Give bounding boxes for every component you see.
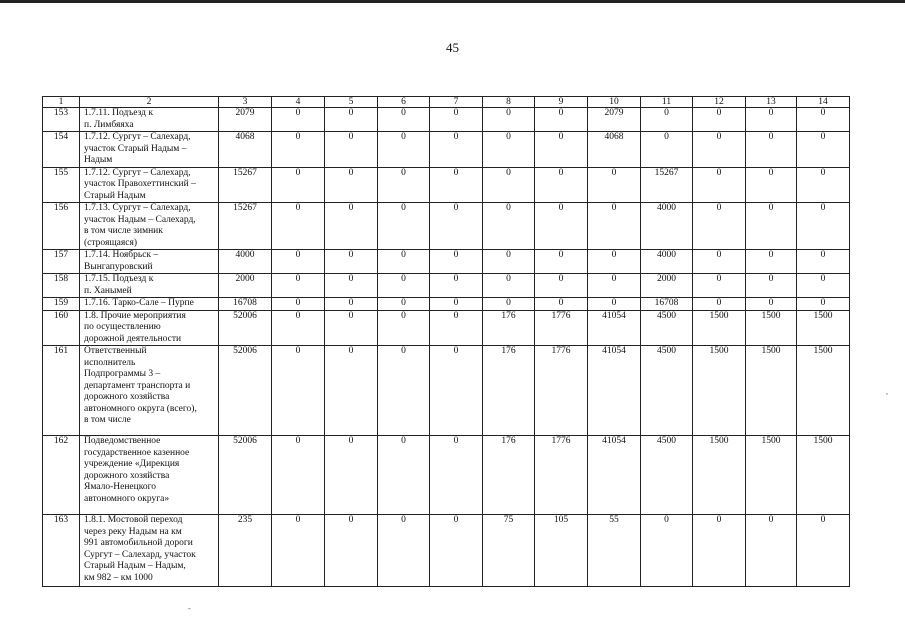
value-cell: 0: [378, 310, 430, 346]
row-number-cell: 153: [43, 108, 80, 132]
value-cell: 1776: [535, 310, 588, 346]
value-cell: 0: [378, 250, 430, 274]
column-header: 3: [219, 97, 272, 108]
description-cell: [80, 274, 219, 298]
row-number-cell: 163: [43, 515, 80, 587]
description-cell: [80, 250, 219, 274]
value-cell: 0: [746, 274, 797, 298]
table-row: [43, 132, 850, 168]
value-cell: 0: [693, 167, 746, 203]
value-cell: 0: [272, 310, 325, 346]
row-number-cell: 156: [43, 203, 80, 250]
value-cell: 0: [535, 298, 588, 311]
description-cell: [80, 132, 219, 168]
row-number-cell: 161: [43, 346, 80, 436]
value-cell: 0: [693, 298, 746, 311]
value-cell: 0: [693, 515, 746, 587]
value-cell: 0: [641, 132, 693, 168]
description-cell: [80, 436, 219, 515]
value-cell: 0: [588, 203, 641, 250]
column-header: 5: [325, 97, 378, 108]
value-cell: 0: [325, 310, 378, 346]
value-cell: 0: [272, 132, 325, 168]
value-cell: 0: [535, 167, 588, 203]
value-cell: 0: [272, 346, 325, 436]
value-cell: 0: [535, 274, 588, 298]
page-number: 45: [446, 40, 459, 55]
value-cell: 0: [325, 346, 378, 436]
value-cell: 105: [535, 515, 588, 587]
column-header: 14: [797, 97, 850, 108]
scan-speck: -: [188, 604, 191, 613]
value-cell: 0: [430, 346, 483, 436]
data-table: [42, 96, 850, 587]
value-cell: 0: [272, 298, 325, 311]
value-cell: 0: [430, 132, 483, 168]
row-number-cell: 159: [43, 298, 80, 311]
value-cell: 0: [378, 436, 430, 515]
top-rule: [0, 0, 905, 3]
value-cell: 0: [430, 203, 483, 250]
value-cell: 0: [693, 203, 746, 250]
value-cell: 15267: [219, 203, 272, 250]
value-cell: 0: [641, 108, 693, 132]
value-cell: 0: [272, 515, 325, 587]
table-row: [43, 274, 850, 298]
value-cell: 0: [797, 132, 850, 168]
value-cell: 4068: [219, 132, 272, 168]
value-cell: 16708: [219, 298, 272, 311]
column-header: 10: [588, 97, 641, 108]
value-cell: 0: [325, 515, 378, 587]
table-row: [43, 310, 850, 346]
value-cell: 0: [693, 132, 746, 168]
value-cell: 0: [325, 250, 378, 274]
table-row: [43, 250, 850, 274]
value-cell: 0: [430, 274, 483, 298]
row-number-cell: 155: [43, 167, 80, 203]
value-cell: 235: [219, 515, 272, 587]
value-cell: 0: [378, 274, 430, 298]
description-text: Ответственный исполнитель Подпрограммы 3 – департамент транспорта и дорожного хозяйства автономного округа (всего), в том числе: [84, 346, 197, 425]
value-cell: 0: [483, 274, 535, 298]
description-cell: [80, 298, 219, 311]
value-cell: 1500: [693, 310, 746, 346]
value-cell: 0: [588, 298, 641, 311]
value-cell: 0: [483, 108, 535, 132]
column-header: 6: [378, 97, 430, 108]
row-number-cell: 158: [43, 274, 80, 298]
value-cell: 15267: [641, 167, 693, 203]
value-cell: 0: [378, 515, 430, 587]
value-cell: 0: [483, 298, 535, 311]
description-text: 1.7.16. Тарко-Сале – Пурпе: [84, 298, 194, 308]
value-cell: 0: [430, 436, 483, 515]
value-cell: 0: [325, 436, 378, 515]
column-header: 1: [43, 97, 80, 108]
value-cell: 0: [430, 250, 483, 274]
value-cell: 0: [430, 515, 483, 587]
row-number-cell: 162: [43, 436, 80, 515]
value-cell: 4000: [219, 250, 272, 274]
table-row: [43, 167, 850, 203]
value-cell: 0: [588, 167, 641, 203]
value-cell: 0: [797, 298, 850, 311]
column-header: 13: [746, 97, 797, 108]
table-row: [43, 203, 850, 250]
table-row: [43, 436, 850, 515]
value-cell: 16708: [641, 298, 693, 311]
value-cell: 2000: [219, 274, 272, 298]
value-cell: 1500: [693, 436, 746, 515]
value-cell: 4500: [641, 436, 693, 515]
value-cell: 0: [483, 250, 535, 274]
description-text: 1.7.12. Сургут – Салехард, участок Старый Надым – Надым: [84, 132, 191, 165]
value-cell: 4000: [641, 203, 693, 250]
value-cell: 41054: [588, 310, 641, 346]
value-cell: 0: [378, 167, 430, 203]
column-header: 7: [430, 97, 483, 108]
description-cell: [80, 310, 219, 346]
value-cell: 1500: [797, 436, 850, 515]
table-row: [43, 515, 850, 587]
value-cell: 0: [535, 203, 588, 250]
value-cell: 0: [746, 515, 797, 587]
row-number-cell: 160: [43, 310, 80, 346]
value-cell: 0: [535, 250, 588, 274]
value-cell: 0: [535, 132, 588, 168]
value-cell: 0: [378, 203, 430, 250]
value-cell: 0: [430, 310, 483, 346]
value-cell: 2000: [641, 274, 693, 298]
column-header: 11: [641, 97, 693, 108]
value-cell: 0: [693, 274, 746, 298]
value-cell: 2079: [219, 108, 272, 132]
value-cell: 0: [272, 436, 325, 515]
value-cell: 15267: [219, 167, 272, 203]
value-cell: 0: [325, 274, 378, 298]
value-cell: 1776: [535, 346, 588, 436]
value-cell: 55: [588, 515, 641, 587]
column-header: 8: [483, 97, 535, 108]
column-header: 2: [80, 97, 219, 108]
value-cell: 0: [378, 298, 430, 311]
description-text: 1.7.13. Сургут – Салехард, участок Надым – Салехард, в том числе зимник (строящаяся): [84, 203, 196, 248]
value-cell: 176: [483, 346, 535, 436]
value-cell: 0: [746, 203, 797, 250]
value-cell: 1500: [746, 436, 797, 515]
description-text: 1.7.14. Ноябрьск – Вынгапуровский: [84, 250, 159, 272]
column-header: 12: [693, 97, 746, 108]
value-cell: 0: [641, 515, 693, 587]
value-cell: 1500: [746, 346, 797, 436]
value-cell: 0: [272, 203, 325, 250]
description-text: 1.8. Прочие мероприятия по осуществлению дорожной деятельности: [84, 310, 186, 344]
value-cell: 0: [325, 167, 378, 203]
value-cell: 1500: [797, 310, 850, 346]
value-cell: 0: [797, 167, 850, 203]
description-text: 1.7.12. Сургут – Салехард, участок Правохеттинский – Старый Надым: [84, 167, 196, 201]
description-cell: [80, 167, 219, 203]
value-cell: 0: [746, 298, 797, 311]
description-cell: [80, 515, 219, 587]
value-cell: 0: [483, 132, 535, 168]
value-cell: 0: [325, 298, 378, 311]
description-text: 1.8.1. Мостовой переход через реку Надым на км 991 автомобильной дороги Сургут – Салехард, участок Старый Надым – Надым, км 982 – км 1000: [84, 515, 196, 583]
value-cell: 0: [483, 203, 535, 250]
value-cell: 0: [378, 346, 430, 436]
value-cell: 1500: [746, 310, 797, 346]
value-cell: 0: [746, 167, 797, 203]
value-cell: 52006: [219, 436, 272, 515]
value-cell: 0: [693, 250, 746, 274]
value-cell: 0: [325, 203, 378, 250]
value-cell: 0: [430, 108, 483, 132]
description-cell: [80, 108, 219, 132]
column-header: 9: [535, 97, 588, 108]
value-cell: 52006: [219, 310, 272, 346]
value-cell: 0: [325, 132, 378, 168]
value-cell: 41054: [588, 436, 641, 515]
value-cell: 0: [746, 132, 797, 168]
value-cell: 41054: [588, 346, 641, 436]
description-cell: [80, 346, 219, 436]
value-cell: 0: [378, 108, 430, 132]
value-cell: 0: [430, 298, 483, 311]
description-text: 1.7.15. Подъезд к п. Ханымей: [84, 274, 154, 296]
value-cell: 0: [746, 108, 797, 132]
value-cell: 0: [272, 108, 325, 132]
description-text: Подведомственное государственное казенное учреждение «Дирекция дорожного хозяйства Ямало-Ненецкого автономного округа»: [84, 436, 190, 504]
value-cell: 75: [483, 515, 535, 587]
value-cell: 176: [483, 436, 535, 515]
table-row: [43, 298, 850, 311]
column-header: 4: [272, 97, 325, 108]
header-row: [43, 97, 850, 108]
description-text: 1.7.11. Подъезд к п. Лимбяяха: [84, 108, 153, 130]
value-cell: 176: [483, 310, 535, 346]
value-cell: 4000: [641, 250, 693, 274]
value-cell: 0: [588, 274, 641, 298]
value-cell: 2079: [588, 108, 641, 132]
table-row: [43, 108, 850, 132]
row-number-cell: 154: [43, 132, 80, 168]
value-cell: 52006: [219, 346, 272, 436]
value-cell: 0: [746, 250, 797, 274]
value-cell: 4500: [641, 310, 693, 346]
value-cell: 0: [797, 203, 850, 250]
value-cell: 4068: [588, 132, 641, 168]
table-row: [43, 346, 850, 436]
value-cell: 4500: [641, 346, 693, 436]
value-cell: 1500: [693, 346, 746, 436]
value-cell: 0: [797, 274, 850, 298]
value-cell: 0: [535, 108, 588, 132]
row-number-cell: 157: [43, 250, 80, 274]
value-cell: 0: [378, 132, 430, 168]
value-cell: 0: [588, 250, 641, 274]
value-cell: 0: [272, 250, 325, 274]
value-cell: 0: [693, 108, 746, 132]
value-cell: 0: [272, 274, 325, 298]
value-cell: 0: [483, 167, 535, 203]
scan-speck: ,: [886, 387, 888, 396]
value-cell: 0: [797, 250, 850, 274]
description-cell: [80, 203, 219, 250]
value-cell: 0: [272, 167, 325, 203]
value-cell: 0: [797, 515, 850, 587]
value-cell: 1500: [797, 346, 850, 436]
value-cell: 0: [430, 167, 483, 203]
value-cell: 1776: [535, 436, 588, 515]
value-cell: 0: [797, 108, 850, 132]
value-cell: 0: [325, 108, 378, 132]
